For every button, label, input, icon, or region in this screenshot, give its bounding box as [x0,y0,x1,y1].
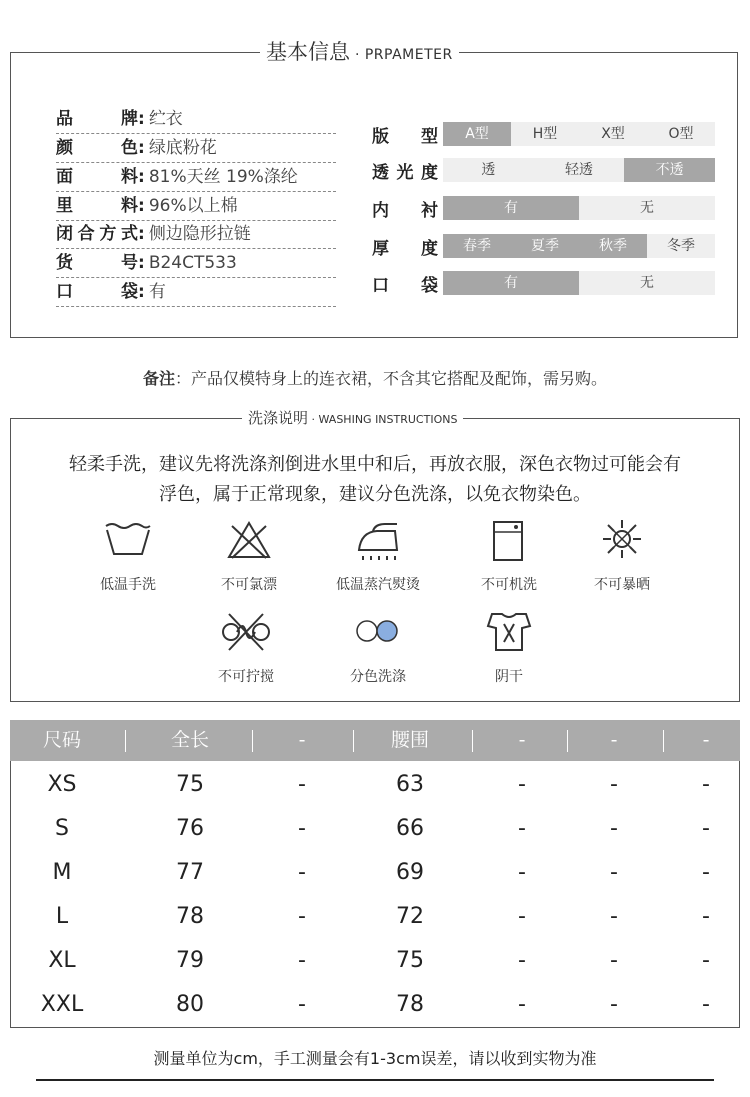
header-divider [472,730,473,752]
note: 备注：产品仅模特身上的连衣裙，不含其它搭配及配饰，需另购。 [142,369,608,388]
header-divider [252,730,253,752]
spec-bar-thickness [443,234,715,258]
info-label: 闭合方式 [56,224,138,244]
washing-title-cn: 洗涤说明 [248,409,309,427]
table-cell: 78 [396,992,424,1017]
header-col5: - [518,729,526,751]
info-row-fabric: 面料: 81%天丝 19%涤纶 [56,164,336,192]
spec-label-fit: 版型 [372,127,438,147]
spec-option: 无 [640,200,654,216]
shade-dry-icon [484,610,534,652]
info-label: 口袋 [56,282,138,302]
no-wring-icon [221,610,271,652]
info-label: 货号 [56,253,138,273]
spec-option: 冬季 [667,238,695,254]
basic-info-title-en: PRPAMETER [364,47,453,63]
table-cell: - [298,948,306,973]
info-row-closure: 闭合方式: 侧边隐形拉链 [56,221,336,249]
info-value: 有 [148,282,166,302]
measurement-note: 测量单位为cm，手工测量会有1-3cm误差，请以收到实物为准 [153,1049,597,1068]
spec-option: 秋季 [579,234,647,258]
washing-text [20,450,730,510]
spec-option: 透 [481,162,496,178]
table-cell: XS [47,772,77,797]
info-row-lining: 里料: 96%以上棉 [56,193,336,221]
info-label: 品牌 [56,109,138,129]
steam-iron-icon [353,520,403,562]
info-label: 颜色 [56,138,138,158]
table-cell: - [702,816,710,841]
info-row-brand: 品牌: 纻衣 [56,106,336,134]
spec-option: O型 [668,126,694,142]
table-cell: - [610,772,618,797]
washing-title-en: WASHING INSTRUCTIONS [318,413,458,426]
table-cell: - [610,860,618,885]
separate-wash-icon [353,610,403,652]
header-divider [125,730,126,752]
table-cell: - [518,992,526,1017]
table-cell: 76 [176,816,204,841]
table-cell: - [518,860,526,885]
header-divider [663,730,664,752]
spec-bar-fit [443,122,715,146]
note-label: 备注 [142,369,175,388]
table-cell: - [702,772,710,797]
spec-option: 春季 [443,234,511,258]
table-cell: 69 [396,860,424,885]
spec-bar-pocket [443,271,715,295]
table-cell: 79 [176,948,204,973]
table-cell: - [518,948,526,973]
spec-bar-lining [443,196,715,220]
header-divider [353,730,354,752]
info-value: 81%天丝 19%涤纶 [148,167,298,187]
spec-label-sheerness: 透光度 [372,163,438,183]
table-cell: - [298,904,306,929]
info-value: B24CT533 [148,253,237,273]
table-cell: L [55,904,69,929]
info-value: 侧边隐形拉链 [148,224,251,244]
info-value: 纻衣 [148,109,183,129]
table-cell: - [610,992,618,1017]
washing-text-line: 浮色，属于正常现象，建议分色洗涤，以免衣物染色。 [159,484,591,505]
spec-option: 有 [443,196,579,220]
note-text: 产品仅模特身上的连衣裙，不含其它搭配及配饰，需另购。 [191,369,608,388]
info-value: 绿底粉花 [148,138,217,158]
table-cell: - [702,904,710,929]
table-cell: S [55,816,69,841]
info-label: 面料 [56,167,138,187]
no-bleach-icon [224,520,274,562]
table-cell: XXL [40,992,84,1017]
no-wring-label: 不可拧搅 [218,669,274,685]
header-col6: - [610,729,618,751]
table-cell: 63 [396,772,424,797]
spec-option: 无 [640,275,654,291]
table-cell: M [52,860,72,885]
spec-option: 夏季 [511,234,579,258]
no-sun-dry-label: 不可暴晒 [594,577,650,593]
spec-option: 不透 [624,158,715,182]
table-cell: - [298,992,306,1017]
info-row-sku: 货号: B24CT533 [56,250,336,278]
info-row-color: 颜色: 绿底粉花 [56,135,336,163]
spec-label-pocket: 口袋 [372,276,438,296]
spec-bar-sheerness [443,158,715,182]
table-cell: 75 [396,948,424,973]
steam-iron-label: 低温蒸汽熨烫 [336,577,420,593]
washing-text-line: 轻柔手洗，建议先将洗涤剂倒进水里中和后，再放衣服，深色衣物过可能会有 [69,454,681,475]
hand-wash-label: 低温手洗 [100,577,156,593]
header-divider [567,730,568,752]
no-sun-dry-icon [597,518,647,560]
spec-option: 轻透 [565,162,593,178]
spec-option: 有 [443,271,579,295]
header-length: 全长 [170,729,209,751]
table-cell: - [298,816,306,841]
info-label: 里料 [56,196,138,216]
basic-info-title: 基本信息 · PRPAMETER [260,36,459,66]
header-col3: - [298,729,306,751]
hand-wash-icon [103,520,153,562]
header-col7: - [702,729,710,751]
table-cell: - [610,904,618,929]
spec-label-thickness: 厚度 [372,239,438,259]
footer-divider [36,1079,714,1081]
table-cell: XL [48,948,76,973]
separate-wash-label: 分色洗涤 [350,669,406,685]
table-cell: 75 [176,772,204,797]
table-cell: - [518,816,526,841]
no-machine-wash-label: 不可机洗 [481,577,537,593]
table-cell: - [298,860,306,885]
table-cell: 77 [176,860,204,885]
table-cell: - [702,948,710,973]
shade-dry-label: 阴干 [495,669,523,685]
spec-option: X型 [601,126,625,142]
no-bleach-label: 不可氯漂 [221,577,277,593]
header-size: 尺码 [42,729,81,751]
table-cell: - [298,772,306,797]
table-cell: - [610,816,618,841]
table-cell: - [702,992,710,1017]
spec-option: A型 [443,122,511,146]
info-value: 96%以上棉 [148,196,238,216]
table-cell: - [610,948,618,973]
table-cell: 66 [396,816,424,841]
spec-option: H型 [532,126,558,142]
no-machine-wash-icon [484,520,534,562]
spec-label-lining: 内衬 [372,201,438,221]
washing-title: 洗涤说明 · WASHING INSTRUCTIONS [242,407,463,428]
table-cell: - [702,860,710,885]
table-cell: - [518,772,526,797]
basic-info-title-cn: 基本信息 [266,40,350,64]
table-cell: 80 [176,992,204,1017]
table-cell: - [518,904,526,929]
table-cell: 72 [396,904,424,929]
header-waist: 腰围 [390,729,429,751]
table-cell: 78 [176,904,204,929]
info-row-pocket: 口袋: 有 [56,279,336,307]
